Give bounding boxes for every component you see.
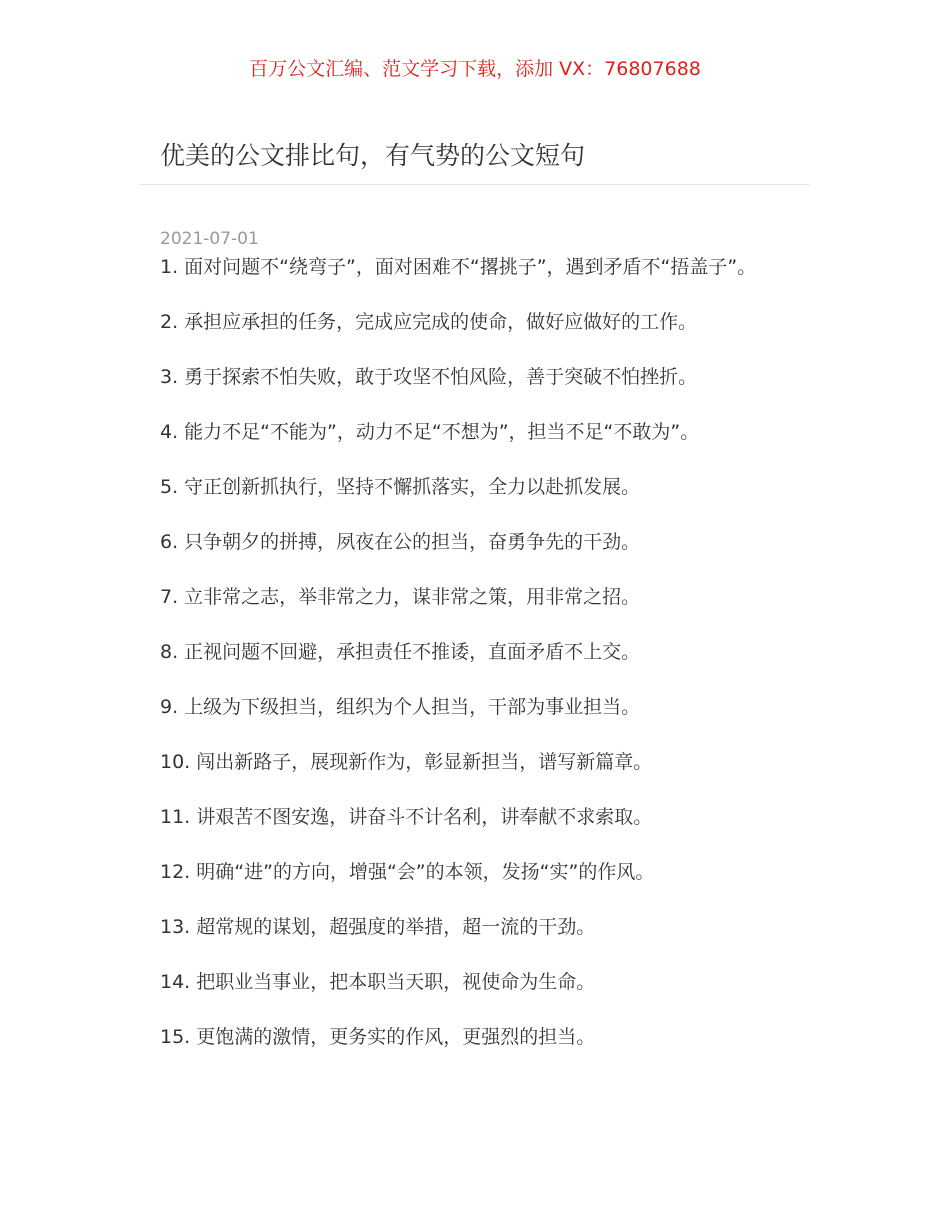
list-item: 9. 上级为下级担当，组织为个人担当，干部为事业担当。 (160, 696, 641, 718)
list-item: 10. 闯出新路子，展现新作为，彰显新担当，谱写新篇章。 (160, 751, 653, 773)
list-item: 14. 把职业当事业，把本职当天职，视使命为生命。 (160, 971, 596, 993)
list-item: 5. 守正创新抓执行，坚持不懈抓落实，全力以赴抓发展。 (160, 476, 641, 498)
list-item: 1. 面对问题不“绕弯子”，面对困难不“撂挑子”，遇到矛盾不“捂盖子”。 (160, 256, 757, 278)
title-divider (140, 184, 810, 185)
list-item: 11. 讲艰苦不图安逸，讲奋斗不计名利，讲奉献不求索取。 (160, 806, 653, 828)
list-item: 12. 明确“进”的方向，增强“会”的本领，发扬“实”的作风。 (160, 861, 655, 883)
list-item: 8. 正视问题不回避，承担责任不推诿，直面矛盾不上交。 (160, 641, 641, 663)
list-item: 13. 超常规的谋划，超强度的举措，超一流的干劲。 (160, 916, 596, 938)
publish-date: 2021-07-01 (160, 229, 259, 249)
list-item: 2. 承担应承担的任务，完成应完成的使命，做好应做好的工作。 (160, 311, 698, 333)
list-item: 3. 勇于探索不怕失败，敢于攻坚不怕风险，善于突破不怕挫折。 (160, 366, 698, 388)
list-item: 6. 只争朝夕的拼搏，夙夜在公的担当，奋勇争先的干劲。 (160, 531, 641, 553)
sentence-list (160, 253, 760, 1078)
list-item: 4. 能力不足“不能为”，动力不足“不想为”，担当不足“不敢为”。 (160, 421, 700, 443)
page-title: 优美的公文排比句，有气势的公文短句 (160, 141, 586, 170)
list-item: 15. 更饱满的激情，更务实的作风，更强烈的担当。 (160, 1026, 596, 1048)
promo-banner: 百万公文汇编、范文学习下载，添加 VX：76807688 (249, 58, 701, 80)
list-item: 7. 立非常之志，举非常之力，谋非常之策，用非常之招。 (160, 586, 641, 608)
